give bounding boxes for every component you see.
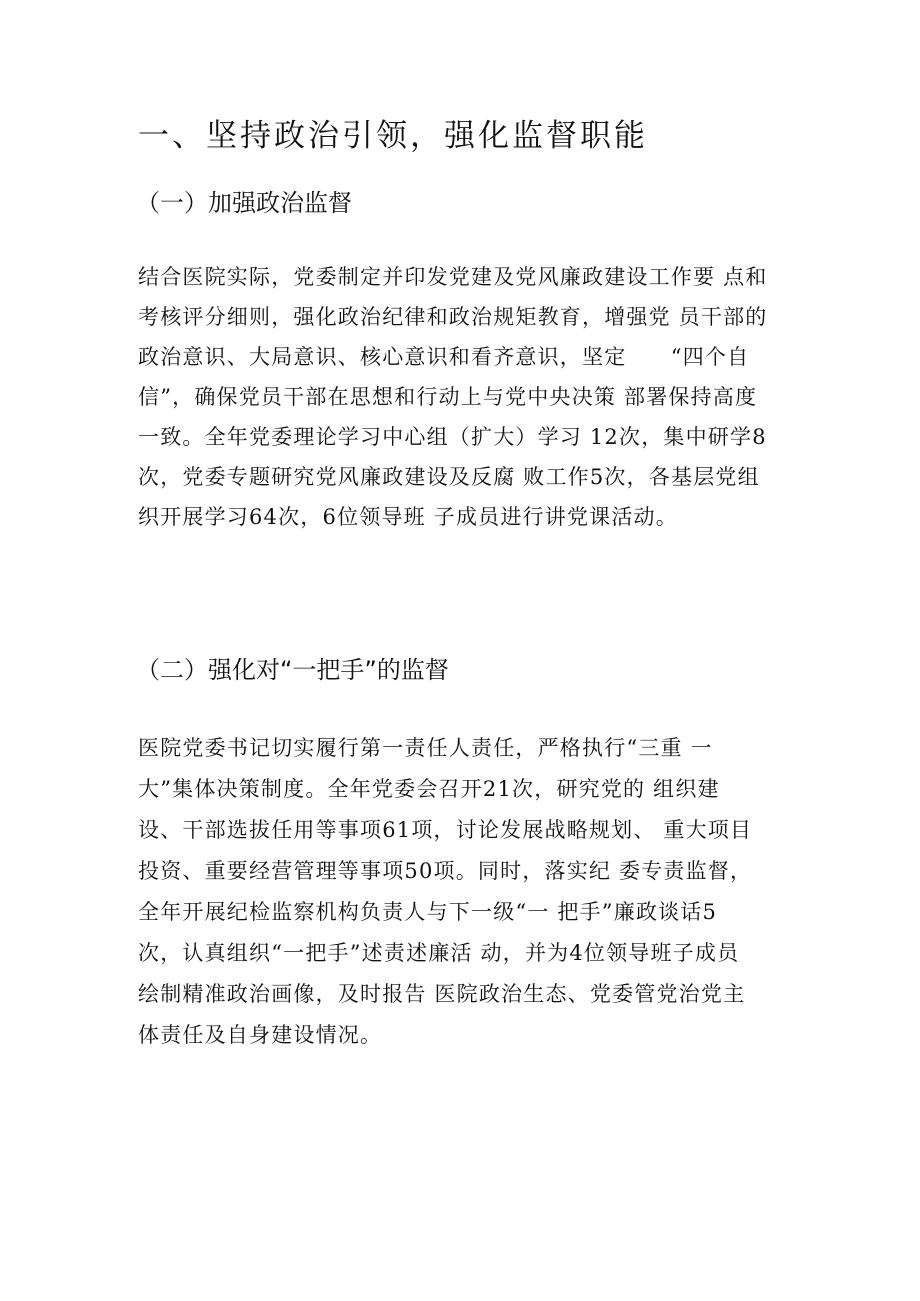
paragraph-line: 考核评分细则，强化政治纪律和政治规矩教育，增强党 员干部的	[138, 305, 768, 329]
subsection-heading-1: （一）加强政治监督	[136, 189, 352, 217]
paragraph-line: 政治意识、大局意识、核心意识和看齐意识，坚定 “四个自	[138, 345, 750, 369]
paragraph-political-supervision	[138, 257, 828, 537]
paragraph-line: 绘制精准政治画像，及时报告 医院政治生态、党委管党治党主	[138, 982, 746, 1006]
paragraph-line: 信”，确保党员干部在思想和行动上与党中央决策 部署保持高度	[138, 385, 758, 409]
paragraph-line: 一致。全年党委理论学习中心组（扩大）学习 12次，集中研学8	[138, 425, 767, 449]
paragraph-line: 织开展学习64次，6位领导班 子成员进行讲党课活动。	[138, 505, 678, 529]
paragraph-line: 结合医院实际，党委制定并印发党建及党风廉政建设工作要 点和	[138, 265, 768, 289]
paragraph-line: 次，党委专题研究党风廉政建设及反腐 败工作5次，各基层党组	[138, 465, 760, 489]
section-title: 一、坚持政治引领，强化监督职能	[138, 118, 648, 154]
paragraph-line: 设、干部选拔任用等事项61项，讨论发展战略规划、 重大项目	[138, 818, 753, 842]
paragraph-line: 投资、重要经营管理等事项50项。同时，落实纪 委专责监督，	[138, 859, 753, 883]
subsection-heading-2: （二）强化对“一把手”的监督	[136, 656, 449, 684]
paragraph-line: 体责任及自身建设情况。	[138, 1023, 383, 1047]
paragraph-top-leader-supervision	[138, 728, 828, 1056]
paragraph-line: 医院党委书记切实履行第一责任人责任，严格执行“三重 一	[138, 736, 713, 760]
paragraph-line: 全年开展纪检监察机构负责人与下一级“一 把手”廉政谈话5	[138, 900, 718, 924]
paragraph-line: 次，认真组织“一把手”述责述廉活 动，并为4位领导班子成员	[138, 941, 740, 965]
paragraph-line: 大”集体决策制度。全年党委会召开21次，研究党的 组织建	[138, 777, 720, 801]
